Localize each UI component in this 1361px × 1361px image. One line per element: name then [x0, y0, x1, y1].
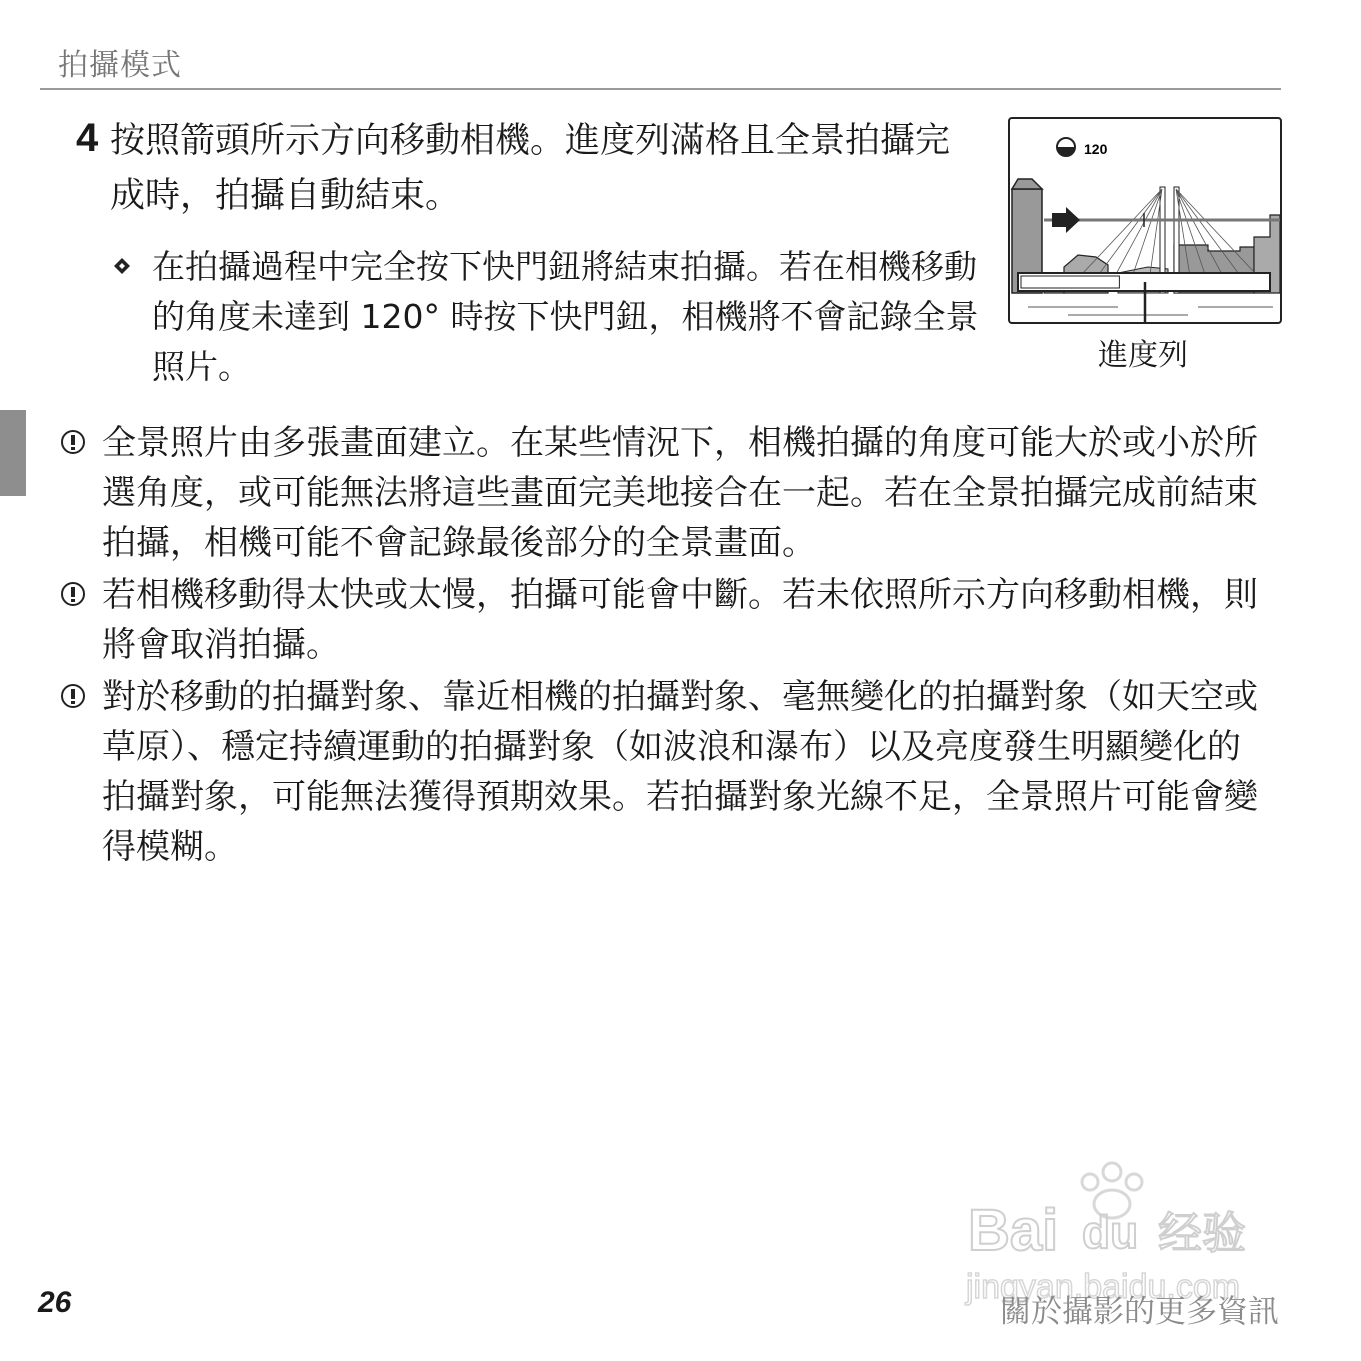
note-icon — [110, 254, 134, 278]
caution-item — [60, 418, 1260, 568]
tip-text: 在拍攝過程中完全按下快門鈕將結束拍攝。若在相機移動的角度未達到 120° 時按下快門鈕，相機將不會記錄全景照片。 — [152, 247, 979, 386]
caution-icon — [60, 581, 86, 607]
svg-text:经验: 经验 — [1158, 1208, 1246, 1259]
panorama-screen-illustration — [1008, 117, 1282, 324]
svg-text:Bai: Bai — [968, 1198, 1059, 1263]
caution-text: 全景照片由多張畫面建立。在某些情況下，相機拍攝的角度可能大於或小於所選角度，或可能無法將這些畫面完美地接合在一起。若在全景拍攝完成前結束拍攝，相機可能不會記錄最後部分的全景畫面。 — [102, 423, 1258, 563]
tip-note — [110, 242, 990, 392]
progress-bar-fill — [1021, 276, 1119, 288]
progress-bar-label: 進度列 — [1098, 338, 1188, 373]
step-instruction: 按照箭頭所示方向移動相機。進度列滿格且全景拍攝完成時，拍攝自動結束。 — [110, 121, 951, 216]
footer-section-title: 關於攝影的更多資訊 — [1000, 1294, 1279, 1330]
caution-item — [60, 672, 1260, 872]
angle-readout: 120 — [1084, 141, 1108, 157]
step-number: 4 — [76, 116, 99, 160]
svg-text:du: du — [1082, 1206, 1139, 1258]
svg-text:jingyan.baidu.com: jingyan.baidu.com — [966, 1268, 1241, 1306]
section-side-tab — [0, 410, 26, 496]
caution-list — [60, 418, 1260, 874]
caution-icon — [60, 429, 86, 455]
caution-icon — [60, 683, 86, 709]
panorama-angle-icon — [1057, 138, 1075, 156]
header-divider — [40, 88, 1281, 90]
page-number: 26 — [38, 1286, 72, 1319]
caution-text: 對於移動的拍攝對象、靠近相機的拍攝對象、毫無變化的拍攝對象（如天空或草原）、穩定持續運動的拍攝對象（如波浪和瀑布）以及亮度發生明顯變化的拍攝對象，可能無法獲得預期效果。若拍攝對象光線不足，全景照片可能會變得模糊。 — [102, 677, 1258, 867]
caution-text: 若相機移動得太快或太慢，拍攝可能會中斷。若未依照所示方向移動相機，則將會取消拍攝。 — [102, 575, 1258, 665]
page-header-title: 拍攝模式 — [58, 48, 182, 83]
caution-item — [60, 570, 1260, 670]
